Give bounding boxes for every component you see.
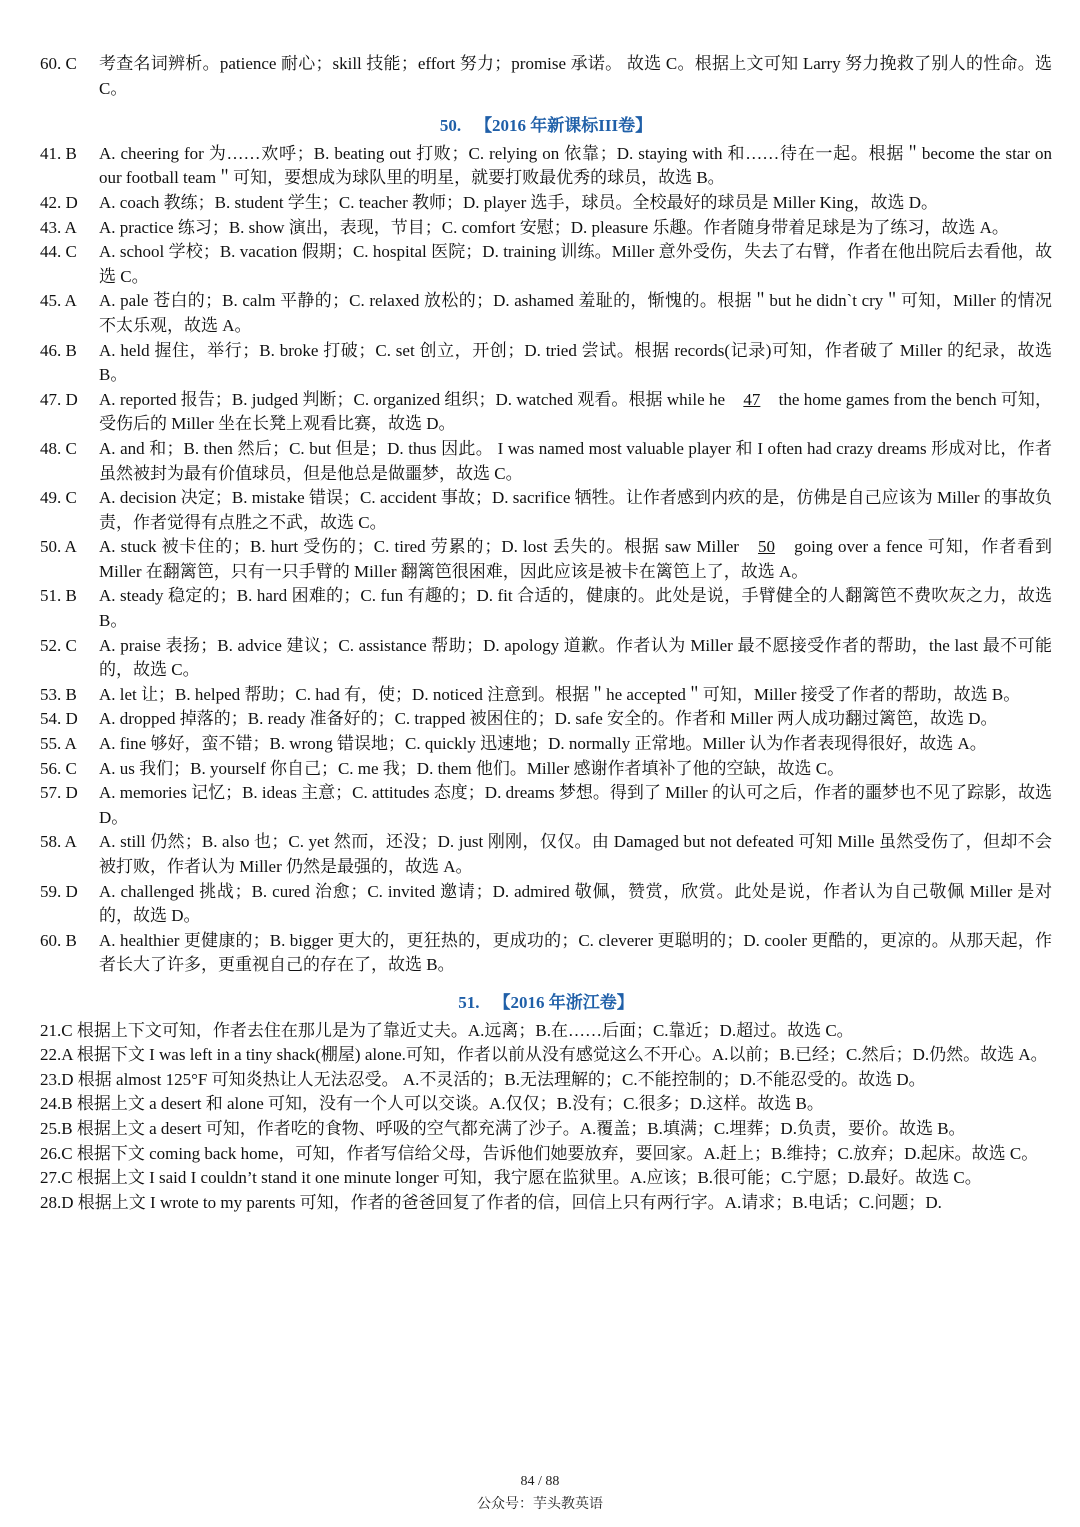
answer-entry [40,535,1052,584]
answer-number: 28.D [40,1192,74,1212]
answer-entry [40,683,1052,708]
answer-number: 50. A [40,537,77,557]
answer-number: 47. D [40,389,78,409]
explanation-part: the home games from the bench 可知，受伤后的 Miller 坐在长凳上观看比赛，故选 D。 [99,389,1052,434]
answer-number: 53. B [40,684,77,704]
answer-entry [40,781,1052,830]
answer-number: 24.B [40,1094,73,1114]
answer-number: 25.B [40,1118,73,1138]
answer-explanation: A. practice 练习；B. show 演出，表现，节目；C. comfort 安慰；D. pleasure 乐趣。作者随身带着足球是为了练习，故选 A。 [99,217,1009,237]
answer-explanation: A. us 我们；B. yourself 你自己；C. me 我；D. them 他们。Miller 感谢作者填补了他的空缺，故选 C。 [99,758,845,778]
answer-explanation: 根据下文 I was left in a tiny shack(棚屋) alone.可知，作者以前从没有感觉这么不开心。A.以前；B.已经；C.然后；D.仍然。故选 A。 [76,1045,1048,1065]
answer-number: 59. D [40,881,78,901]
section-50-list [40,142,1052,978]
answer-number: 27.C [40,1168,73,1188]
answer-explanation: 根据上文 a desert 和 alone 可知，没有一个人可以交谈。A.仅仅；B.没有；C.很多；D.这样。故选 B。 [76,1094,824,1114]
answer-entry [40,339,1052,388]
answer-number: 48. C [40,438,77,458]
answer-explanation: A. cheering for 为……欢呼；B. beating out 打败；C. relying on 依靠；D. staying with 和……待在一起。根据＂become the star on our football team＂可知，要想成为球队里的明星，就要打败最优秀的球员，故选 B。 [99,143,1052,188]
answer-explanation: A. school 学校；B. vacation 假期；C. hospital 医院；D. training 训练。Miller 意外受伤，失去了右臂，作者在他出院后去看他，故选 C。 [99,242,1052,286]
answer-explanation: A. dropped 掉落的；B. ready 准备好的；C. trapped 被困住的；D. safe 安全的。作者和 Miller 两人成功翻过篱笆，故选 D。 [99,709,998,729]
section-number: 51. [458,992,480,1012]
answer-explanation: A. praise 表扬；B. advice 建议；C. assistance 帮助；D. apology 道歉。作者认为 Miller 最不愿接受作者的帮助，the last 最不可能的，故选 C。 [99,635,1052,680]
answer-number: 60. B [40,930,77,950]
answer-number: 55. A [40,734,77,754]
answer-number: 44. C [40,242,77,262]
answer-number: 57. D [40,783,78,803]
answer-number: 45. A [40,291,77,311]
answer-number: 54. D [40,709,78,729]
answer-number: 43. A [40,217,77,237]
section-51-list [40,1019,1052,1216]
page-number: 84 / 88 [520,1474,560,1489]
answer-entry [40,1166,1052,1191]
answer-explanation: 根据上下文可知，作者去住在那儿是为了靠近丈夫。A.远离；B.在……后面；C.靠近；D.超过。故选 C。 [76,1020,854,1040]
answer-entry [40,1117,1052,1142]
answer-entry [40,707,1052,732]
answer-number: 41. B [40,143,77,163]
answer-explanation: A. memories 记忆；B. ideas 主意；C. attitudes 态度；D. dreams 梦想。得到了 Miller 的认可之后，作者的噩梦也不见了踪影，故选 D。 [99,783,1052,827]
explanation-part: going over a fence 可知，作者看到 Miller 在翻篱笆，只有一只手臂的 Miller 翻篱笆很困难，因此应该是被卡在篱笆上了，故选 A。 [99,537,1052,581]
section-50-heading [40,114,1052,139]
answer-explanation: A. decision 决定；B. mistake 错误；C. accident 事故；D. sacrifice 牺牲。让作者感到内疚的是，仿佛是自己应该为 Miller 的事故负责，作者觉得有点胜之不武，故选 C。 [99,488,1052,532]
answer-number: 56. C [40,758,77,778]
answer-explanation: 根据下文 coming back home，可知，作者写信给父母，告诉他们她要放弃，要回家。A.赶上；B.维持；C.放弃；D.起床。故选 C。 [76,1143,1039,1163]
answer-entry [40,437,1052,486]
answer-number: 23.D [40,1069,74,1089]
footer-account: 公众号：芋头教英语 [477,1497,603,1512]
answer-number: 22.A [40,1045,73,1065]
explanation-part: A. stuck 被卡住的；B. hurt 受伤的；C. tired 劳累的；D. lost 丢失的。根据 saw Miller [99,537,745,557]
answer-entry [40,880,1052,929]
answer-entry [40,240,1052,289]
answer-entry [40,289,1052,338]
answer-entry [40,142,1052,191]
answer-entry [40,830,1052,879]
answer-number: 52. C [40,635,77,655]
answer-explanation: 考查名词辨析。patience 耐心；skill 技能；effort 努力；promise 承诺。 故选 C。根据上文可知 Larry 努力挽救了别人的性命。选 C。 [99,54,1052,98]
answer-explanation [99,535,1052,584]
answer-explanation: 根据上文 a desert 可知，作者吃的食物、呼吸的空气都充满了沙子。A.覆盖；B.填满；C.埋葬；D.负责，要价。故选 B。 [76,1118,966,1138]
answer-number: 51. B [40,586,77,606]
answer-entry [40,486,1052,535]
answer-number: 42. D [40,192,78,212]
answer-number: 49. C [40,488,77,508]
answer-entry [40,1043,1052,1068]
answer-explanation: A. healthier 更健康的；B. bigger 更大的，更狂热的，更成功的；C. cleverer 更聪明的；D. cooler 更酷的，更凉的。从那天起，作者长大了许多，更重视自己的存在了，故选 B。 [99,930,1052,975]
section-title: 【2016 年浙江卷】 [493,992,634,1012]
answer-explanation: A. let 让；B. helped 帮助；C. had 有，使；D. noticed 注意到。根据＂he accepted＂可知，Miller 接受了作者的帮助，故选 B。 [99,684,1021,704]
section-title: 【2016 年新课标III卷】 [475,116,653,136]
answer-explanation [99,388,1052,437]
answer-number: 60. C [40,54,77,73]
answer-entry [40,584,1052,633]
answer-number: 21.C [40,1020,73,1040]
answer-entry [40,929,1052,978]
answer-explanation: 根据上文 I wrote to my parents 可知，作者的爸爸回复了作者的信，回信上只有两行字。A.请求；B.电话；C.问题；D. [77,1192,942,1212]
answer-number: 46. B [40,340,77,360]
answer-explanation: 根据 almost 125°F 可知炎热让人无法忍受。 A.不灵活的；B.无法理解的；C.不能控制的；D.不能忍受的。故选 D。 [77,1069,926,1089]
answer-entry [40,1092,1052,1117]
document-page [40,52,1052,1215]
answer-entry [40,191,1052,216]
answer-entry [40,1191,1052,1216]
blank-number: 47 [743,389,761,409]
answer-explanation: A. fine 够好，蛮不错；B. wrong 错误地；C. quickly 迅速地；D. normally 正常地。Miller 认为作者表现得很好，故选 A。 [99,734,987,754]
section-51-heading [40,991,1052,1016]
top-answer-entry [40,52,1052,101]
answer-entry [40,732,1052,757]
answer-entry [40,757,1052,782]
blank-number: 50 [758,537,776,557]
answer-entry [40,1068,1052,1093]
answer-number: 58. A [40,832,77,852]
answer-explanation: A. and 和；B. then 然后；C. but 但是；D. thus 因此。 I was named most valuable player 和 I often had crazy dreams 形成对比，作者虽然被封为最有价值球员，但是他总是做噩梦，故选 C。 [99,438,1052,483]
answer-entry [40,216,1052,241]
answer-explanation: A. still 仍然；B. also 也；C. yet 然而，还没；D. just 刚刚，仅仅。由 Damaged but not defeated 可知 Mille 虽然受伤了，但却不会被打败，作者认为 Miller 仍然是最强的，故选 A。 [99,832,1052,876]
answer-explanation: A. pale 苍白的；B. calm 平静的；C. relaxed 放松的；D. ashamed 羞耻的，惭愧的。根据＂but he didn`t cry＂可知，Miller 的情况不太乐观，故选 A。 [99,291,1052,335]
explanation-part: A. reported 报告；B. judged 判断；C. organized 组织；D. watched 观看。根据 while he [99,389,730,409]
answer-explanation: A. challenged 挑战；B. cured 治愈；C. invited 邀请；D. admired 敬佩，赞赏，欣赏。此处是说，作者认为自己敬佩 Miller 是对的，故选 D。 [99,881,1052,926]
answer-explanation: A. coach 教练；B. student 学生；C. teacher 教师；D. player 选手，球员。全校最好的球员是 Miller King，故选 D。 [99,192,939,212]
answer-entry [40,1019,1052,1044]
answer-number: 26.C [40,1143,73,1163]
answer-explanation: A. held 握住，举行；B. broke 打破；C. set 创立，开创；D. tried 尝试。根据 records(记录)可知，作者破了 Miller 的纪录，故选 B。 [99,340,1052,385]
answer-entry [40,1142,1052,1167]
answer-entry [40,634,1052,683]
answer-entry [40,388,1052,437]
section-number: 50. [439,116,462,136]
answer-explanation: A. steady 稳定的；B. hard 困难的；C. fun 有趣的；D. fit 合适的，健康的。此处是说，手臂健全的人翻篱笆不费吹灰之力，故选 B。 [99,586,1052,631]
answer-explanation: 根据上文 I said I couldn’t stand it one minute longer 可知，我宁愿在监狱里。A.应该；B.很可能；C.宁愿；D.最好。故选 C。 [76,1168,982,1188]
